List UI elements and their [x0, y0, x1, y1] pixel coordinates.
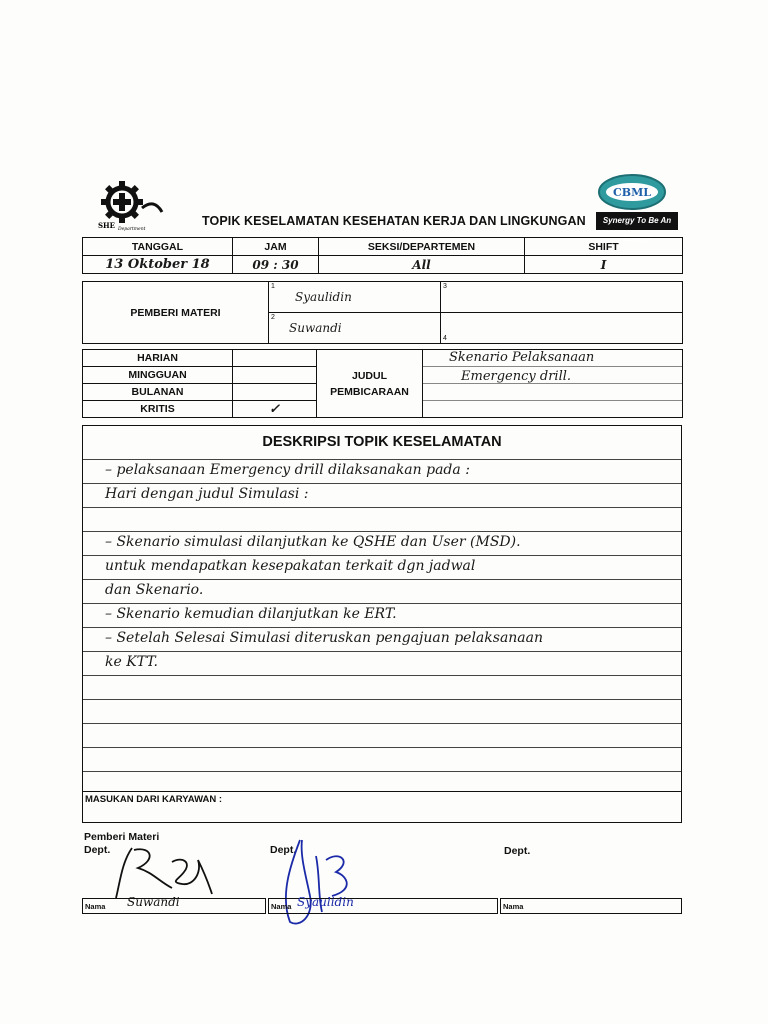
freq-label-bulanan: BULANAN [83, 384, 233, 401]
pemberi-value: Syaulidin [295, 290, 352, 304]
signature-2[interactable] [270, 836, 380, 928]
jam-field[interactable]: 09 : 30 [233, 256, 319, 274]
dept-label-1: Dept. [84, 844, 111, 856]
frequency-table [82, 349, 683, 418]
cbml-logo-text: CBML [613, 186, 651, 199]
slot-number: 2 [271, 314, 275, 321]
deskripsi-line[interactable]: – Skenario kemudian dilanjutkan ke ERT. [105, 606, 397, 622]
shift-label: SHIFT [525, 238, 683, 256]
judul-label-line-2: PEMBICARAAN [330, 385, 409, 398]
jam-label: JAM [233, 238, 319, 256]
cbml-tagline: Synergy To Be An Energy [596, 212, 678, 230]
nama-value: Syaulidin [297, 895, 354, 909]
slot-number: 3 [443, 283, 447, 290]
freq-check-mingguan[interactable] [233, 367, 317, 384]
signature-1[interactable] [112, 842, 222, 900]
freq-label-kritis: KRITIS [83, 401, 233, 418]
she-logo-sub: Department [118, 227, 146, 232]
nama-label: Nama [503, 902, 524, 911]
freq-label-harian: HARIAN [83, 350, 233, 367]
deskripsi-line[interactable]: untuk mendapatkan kesepakatan terkait dgn jadwal [105, 558, 476, 574]
seksi-label: SEKSI/DEPARTEMEN [319, 238, 525, 256]
form-title: TOPIK KESELAMATAN KESEHATAN KERJA DAN LINGKUNGAN [202, 214, 586, 228]
nama-label: Nama [85, 902, 106, 911]
nama-box-3[interactable] [500, 898, 682, 914]
deskripsi-line[interactable]: ke KTT. [105, 654, 159, 670]
pemberi-slot-2[interactable] [269, 313, 441, 344]
deskripsi-title: DESKRIPSI TOPIK KESELAMATAN [262, 434, 502, 450]
deskripsi-line[interactable]: – pelaksanaan Emergency drill dilaksanakan pada : [105, 462, 470, 478]
she-logo [92, 178, 168, 234]
masukan-label: MASUKAN DARI KARYAWAN : [85, 794, 223, 805]
cbml-logo [596, 172, 668, 212]
deskripsi-box [82, 425, 682, 823]
deskripsi-line[interactable]: dan Skenario. [105, 582, 204, 598]
pemberi-materi-label: Pemberi Materi [84, 831, 160, 843]
nama-value: Suwandi [127, 895, 180, 909]
freq-check-kritis[interactable]: ✓ [233, 401, 317, 418]
freq-label-mingguan: MINGGUAN [83, 367, 233, 384]
freq-check-harian[interactable] [233, 350, 317, 367]
pemberi-slot-3[interactable] [441, 282, 683, 313]
freq-check-bulanan[interactable] [233, 384, 317, 401]
header-table [82, 237, 683, 274]
slot-number: 4 [443, 335, 447, 342]
nama-label: Nama [271, 902, 292, 911]
deskripsi-line[interactable]: – Setelah Selesai Simulasi diteruskan pengajuan pelaksanaan [105, 630, 544, 646]
deskripsi-line[interactable]: – Skenario simulasi dilanjutkan ke QSHE dan User (MSD). [105, 534, 521, 550]
shift-field[interactable]: I [525, 256, 683, 274]
seksi-field[interactable]: All [319, 256, 525, 274]
slot-number: 1 [271, 283, 275, 290]
pemberi-slot-1[interactable] [269, 282, 441, 313]
judul-line: Skenario Pelaksanaan [449, 350, 595, 365]
tanggal-field[interactable]: 13 Oktober 18 [83, 256, 233, 274]
tanggal-label: TANGGAL [83, 238, 233, 256]
judul-label [317, 350, 423, 418]
judul-field[interactable] [423, 350, 683, 418]
she-logo-text: SHE [98, 221, 116, 230]
nama-box-2[interactable] [268, 895, 498, 914]
pemberi-label: PEMBERI MATERI [83, 282, 269, 344]
pemberi-table [82, 281, 683, 344]
deskripsi-line[interactable]: Hari dengan judul Simulasi : [105, 486, 309, 502]
nama-box-1[interactable] [82, 895, 266, 914]
pemberi-value: Suwandi [289, 321, 342, 335]
pemberi-slot-4[interactable] [441, 313, 683, 344]
judul-label-line-1: JUDUL [351, 369, 387, 382]
judul-line: Emergency drill. [461, 369, 572, 384]
dept-label-3: Dept. [504, 845, 531, 857]
dept-label-2: Dept. [270, 844, 297, 856]
